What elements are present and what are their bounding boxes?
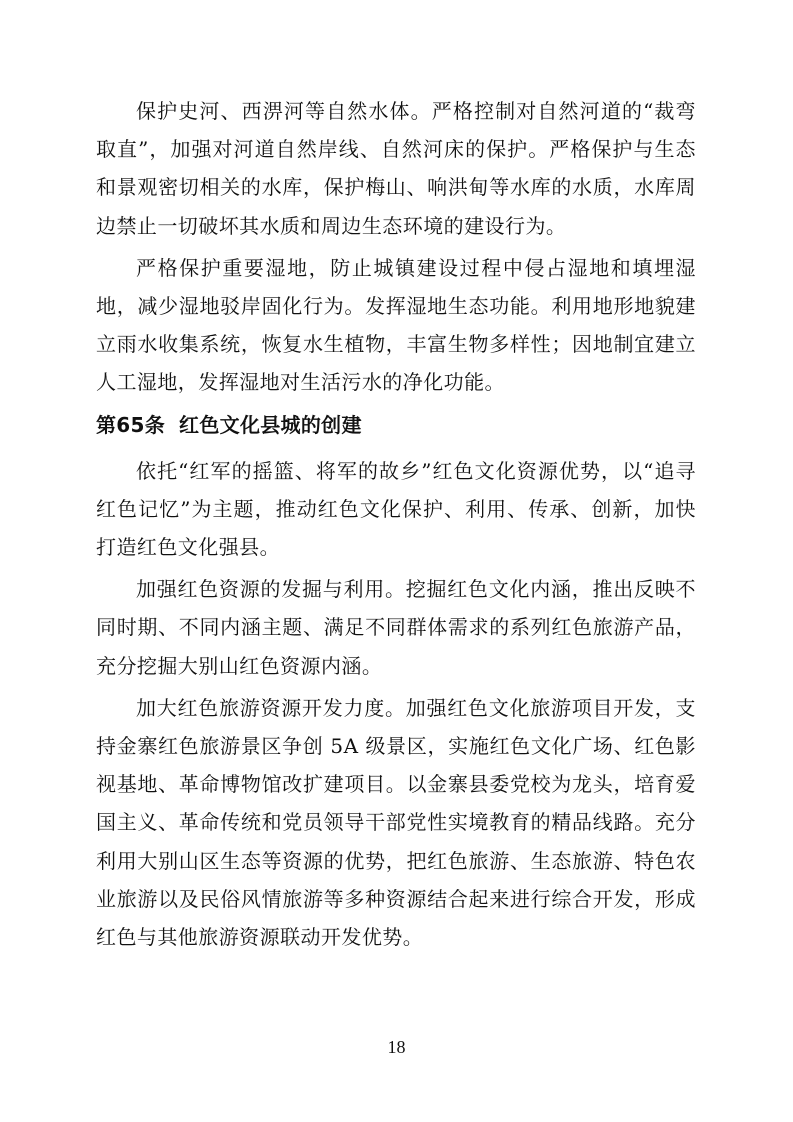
paragraph-red-culture-intro: 依托“红军的摇篮、将军的故乡”红色文化资源优势，以“追寻红色记忆”为主题，推动红色文化保护、利用、传承、创新，加快打造红色文化强县。 bbox=[96, 458, 696, 560]
paragraph-wetland-protection: 严格保护重要湿地，防止城镇建设过程中侵占湿地和填埋湿地，减少湿地驳岸固化行为。发挥湿地生态功能。利用地形地貌建立雨水收集系统，恢复水生植物，丰富生物多样性；因地制宜建立人工湿地，发挥湿地对生活污水的净化功能。 bbox=[96, 255, 696, 395]
page-body bbox=[96, 92, 696, 956]
article-heading bbox=[96, 406, 696, 444]
page-number: 18 bbox=[387, 1037, 406, 1057]
article-number: 第65条 bbox=[96, 412, 166, 437]
article-title: 红色文化县城的创建 bbox=[179, 412, 362, 437]
paragraph-red-resources: 加强红色资源的发掘与利用。挖掘红色文化内涵，推出反映不同时期、不同内涵主题、满足不同群体需求的系列红色旅游产品，充分挖掘大别山红色资源内涵。 bbox=[96, 577, 696, 678]
paragraph-red-tourism: 加大红色旅游资源开发力度。加强红色文化旅游项目开发，支持金寨红色旅游景区争创 5A 级景区，实施红色文化广场、红色影视基地、革命博物馆改扩建项目。以金寨县委党校为龙头，培育爱国主义、革命传统和党员领导干部党性实境教育的精品线路。充分利用大别山区生态等资源的优势，把红色旅游、生态旅游、特色农业旅游以及民俗风情旅游等多种资源结合起来进行综合开发，形成红色与其他旅游资源联动开发优势。 bbox=[96, 695, 696, 950]
paragraph-water-protection: 保护史河、西淠河等自然水体。严格控制对自然河道的“裁弯取直”，加强对河道自然岸线、自然河床的保护。严格保护与生态和景观密切相关的水库，保护梅山、响洪甸等水库的水质，水库周边禁止一切破坏其水质和周边生态环境的建设行为。 bbox=[96, 99, 696, 238]
